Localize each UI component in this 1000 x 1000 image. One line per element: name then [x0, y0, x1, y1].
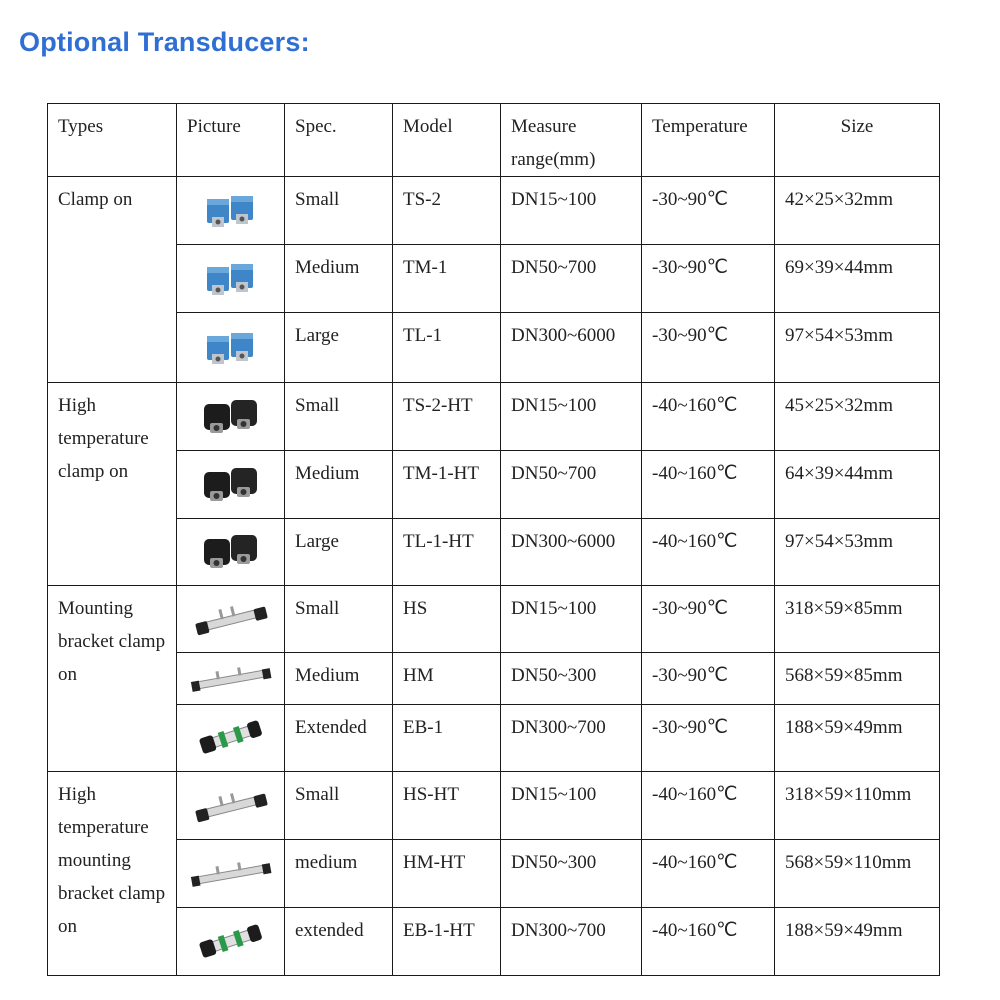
spec-cell: Large [285, 313, 393, 383]
extended-bracket-transducer-icon [177, 717, 284, 759]
picture-cell [177, 772, 285, 840]
table-row [48, 451, 940, 519]
temperature-cell: -30~90℃ [642, 177, 775, 245]
black-clamp-transducer-icon [177, 530, 284, 574]
measure-range-cell: DN15~100 [501, 177, 642, 245]
model-cell: TM-1 [393, 245, 501, 313]
size-cell: 318×59×85mm [775, 586, 940, 653]
table-row [48, 177, 940, 245]
picture-cell [177, 653, 285, 705]
temperature-cell: -40~160℃ [642, 908, 775, 976]
model-cell: HS [393, 586, 501, 653]
header-measure-range: Measure range(mm) [501, 104, 642, 177]
size-cell: 188×59×49mm [775, 908, 940, 976]
type-cell: High temperature mounting bracket clamp on [48, 772, 177, 976]
table-row [48, 313, 940, 383]
header-size: Size [775, 104, 940, 177]
measure-range-cell: DN50~300 [501, 653, 642, 705]
measure-range-cell: DN50~700 [501, 451, 642, 519]
spec-cell: Medium [285, 451, 393, 519]
model-cell: HS-HT [393, 772, 501, 840]
spec-cell: Medium [285, 653, 393, 705]
picture-cell [177, 840, 285, 908]
extended-bracket-transducer-icon [177, 921, 284, 963]
table-row [48, 908, 940, 976]
size-cell: 568×59×85mm [775, 653, 940, 705]
page-title: Optional Transducers: [19, 27, 310, 57]
blue-clamp-transducer-icon [177, 191, 284, 231]
measure-range-cell: DN300~700 [501, 705, 642, 772]
temperature-cell: -30~90℃ [642, 245, 775, 313]
table-row [48, 519, 940, 586]
size-cell: 45×25×32mm [775, 383, 940, 451]
bracket-transducer-icon [177, 599, 284, 639]
header-spec: Spec. [285, 104, 393, 177]
measure-range-cell: DN15~100 [501, 383, 642, 451]
spec-cell: Medium [285, 245, 393, 313]
black-clamp-transducer-icon [177, 395, 284, 439]
type-cell: Mounting bracket clamp on [48, 586, 177, 772]
blue-clamp-transducer-icon [177, 259, 284, 299]
measure-range-cell: DN300~6000 [501, 313, 642, 383]
spec-cell: Small [285, 772, 393, 840]
black-clamp-transducer-icon [177, 463, 284, 507]
picture-cell [177, 383, 285, 451]
table-row [48, 772, 940, 840]
picture-cell [177, 908, 285, 976]
table-row [48, 383, 940, 451]
model-cell: TM-1-HT [393, 451, 501, 519]
table-row [48, 705, 940, 772]
model-cell: TL-1 [393, 313, 501, 383]
size-cell: 69×39×44mm [775, 245, 940, 313]
header-picture: Picture [177, 104, 285, 177]
size-cell: 42×25×32mm [775, 177, 940, 245]
long-bracket-transducer-icon [177, 661, 284, 697]
measure-range-cell: DN300~700 [501, 908, 642, 976]
table-row [48, 653, 940, 705]
picture-cell [177, 177, 285, 245]
header-model: Model [393, 104, 501, 177]
spec-cell: extended [285, 908, 393, 976]
model-cell: TL-1-HT [393, 519, 501, 586]
temperature-cell: -30~90℃ [642, 586, 775, 653]
size-cell: 318×59×110mm [775, 772, 940, 840]
measure-range-cell: DN50~300 [501, 840, 642, 908]
size-cell: 188×59×49mm [775, 705, 940, 772]
measure-range-cell: DN15~100 [501, 586, 642, 653]
model-cell: TS-2-HT [393, 383, 501, 451]
measure-range-cell: DN300~6000 [501, 519, 642, 586]
bracket-transducer-icon [177, 786, 284, 826]
size-cell: 64×39×44mm [775, 451, 940, 519]
type-cell: High temperature clamp on [48, 383, 177, 586]
model-cell: HM [393, 653, 501, 705]
spec-cell: medium [285, 840, 393, 908]
header-types: Types [48, 104, 177, 177]
long-bracket-transducer-icon [177, 856, 284, 892]
header-temperature: Temperature [642, 104, 775, 177]
table-row [48, 840, 940, 908]
temperature-cell: -40~160℃ [642, 383, 775, 451]
header-row [48, 104, 940, 177]
picture-cell [177, 245, 285, 313]
size-cell: 97×54×53mm [775, 519, 940, 586]
spec-cell: Large [285, 519, 393, 586]
model-cell: EB-1 [393, 705, 501, 772]
model-cell: TS-2 [393, 177, 501, 245]
spec-cell: Extended [285, 705, 393, 772]
temperature-cell: -30~90℃ [642, 705, 775, 772]
temperature-cell: -40~160℃ [642, 451, 775, 519]
measure-range-cell: DN15~100 [501, 772, 642, 840]
picture-cell [177, 519, 285, 586]
size-cell: 97×54×53mm [775, 313, 940, 383]
measure-range-cell: DN50~700 [501, 245, 642, 313]
temperature-cell: -40~160℃ [642, 772, 775, 840]
spec-cell: Small [285, 383, 393, 451]
spec-cell: Small [285, 586, 393, 653]
blue-clamp-transducer-icon [177, 328, 284, 368]
table-row [48, 586, 940, 653]
transducer-table [47, 103, 940, 976]
size-cell: 568×59×110mm [775, 840, 940, 908]
type-cell: Clamp on [48, 177, 177, 383]
table-row [48, 245, 940, 313]
temperature-cell: -30~90℃ [642, 653, 775, 705]
temperature-cell: -40~160℃ [642, 840, 775, 908]
picture-cell [177, 586, 285, 653]
picture-cell [177, 313, 285, 383]
spec-cell: Small [285, 177, 393, 245]
temperature-cell: -40~160℃ [642, 519, 775, 586]
model-cell: EB-1-HT [393, 908, 501, 976]
picture-cell [177, 705, 285, 772]
picture-cell [177, 451, 285, 519]
temperature-cell: -30~90℃ [642, 313, 775, 383]
model-cell: HM-HT [393, 840, 501, 908]
